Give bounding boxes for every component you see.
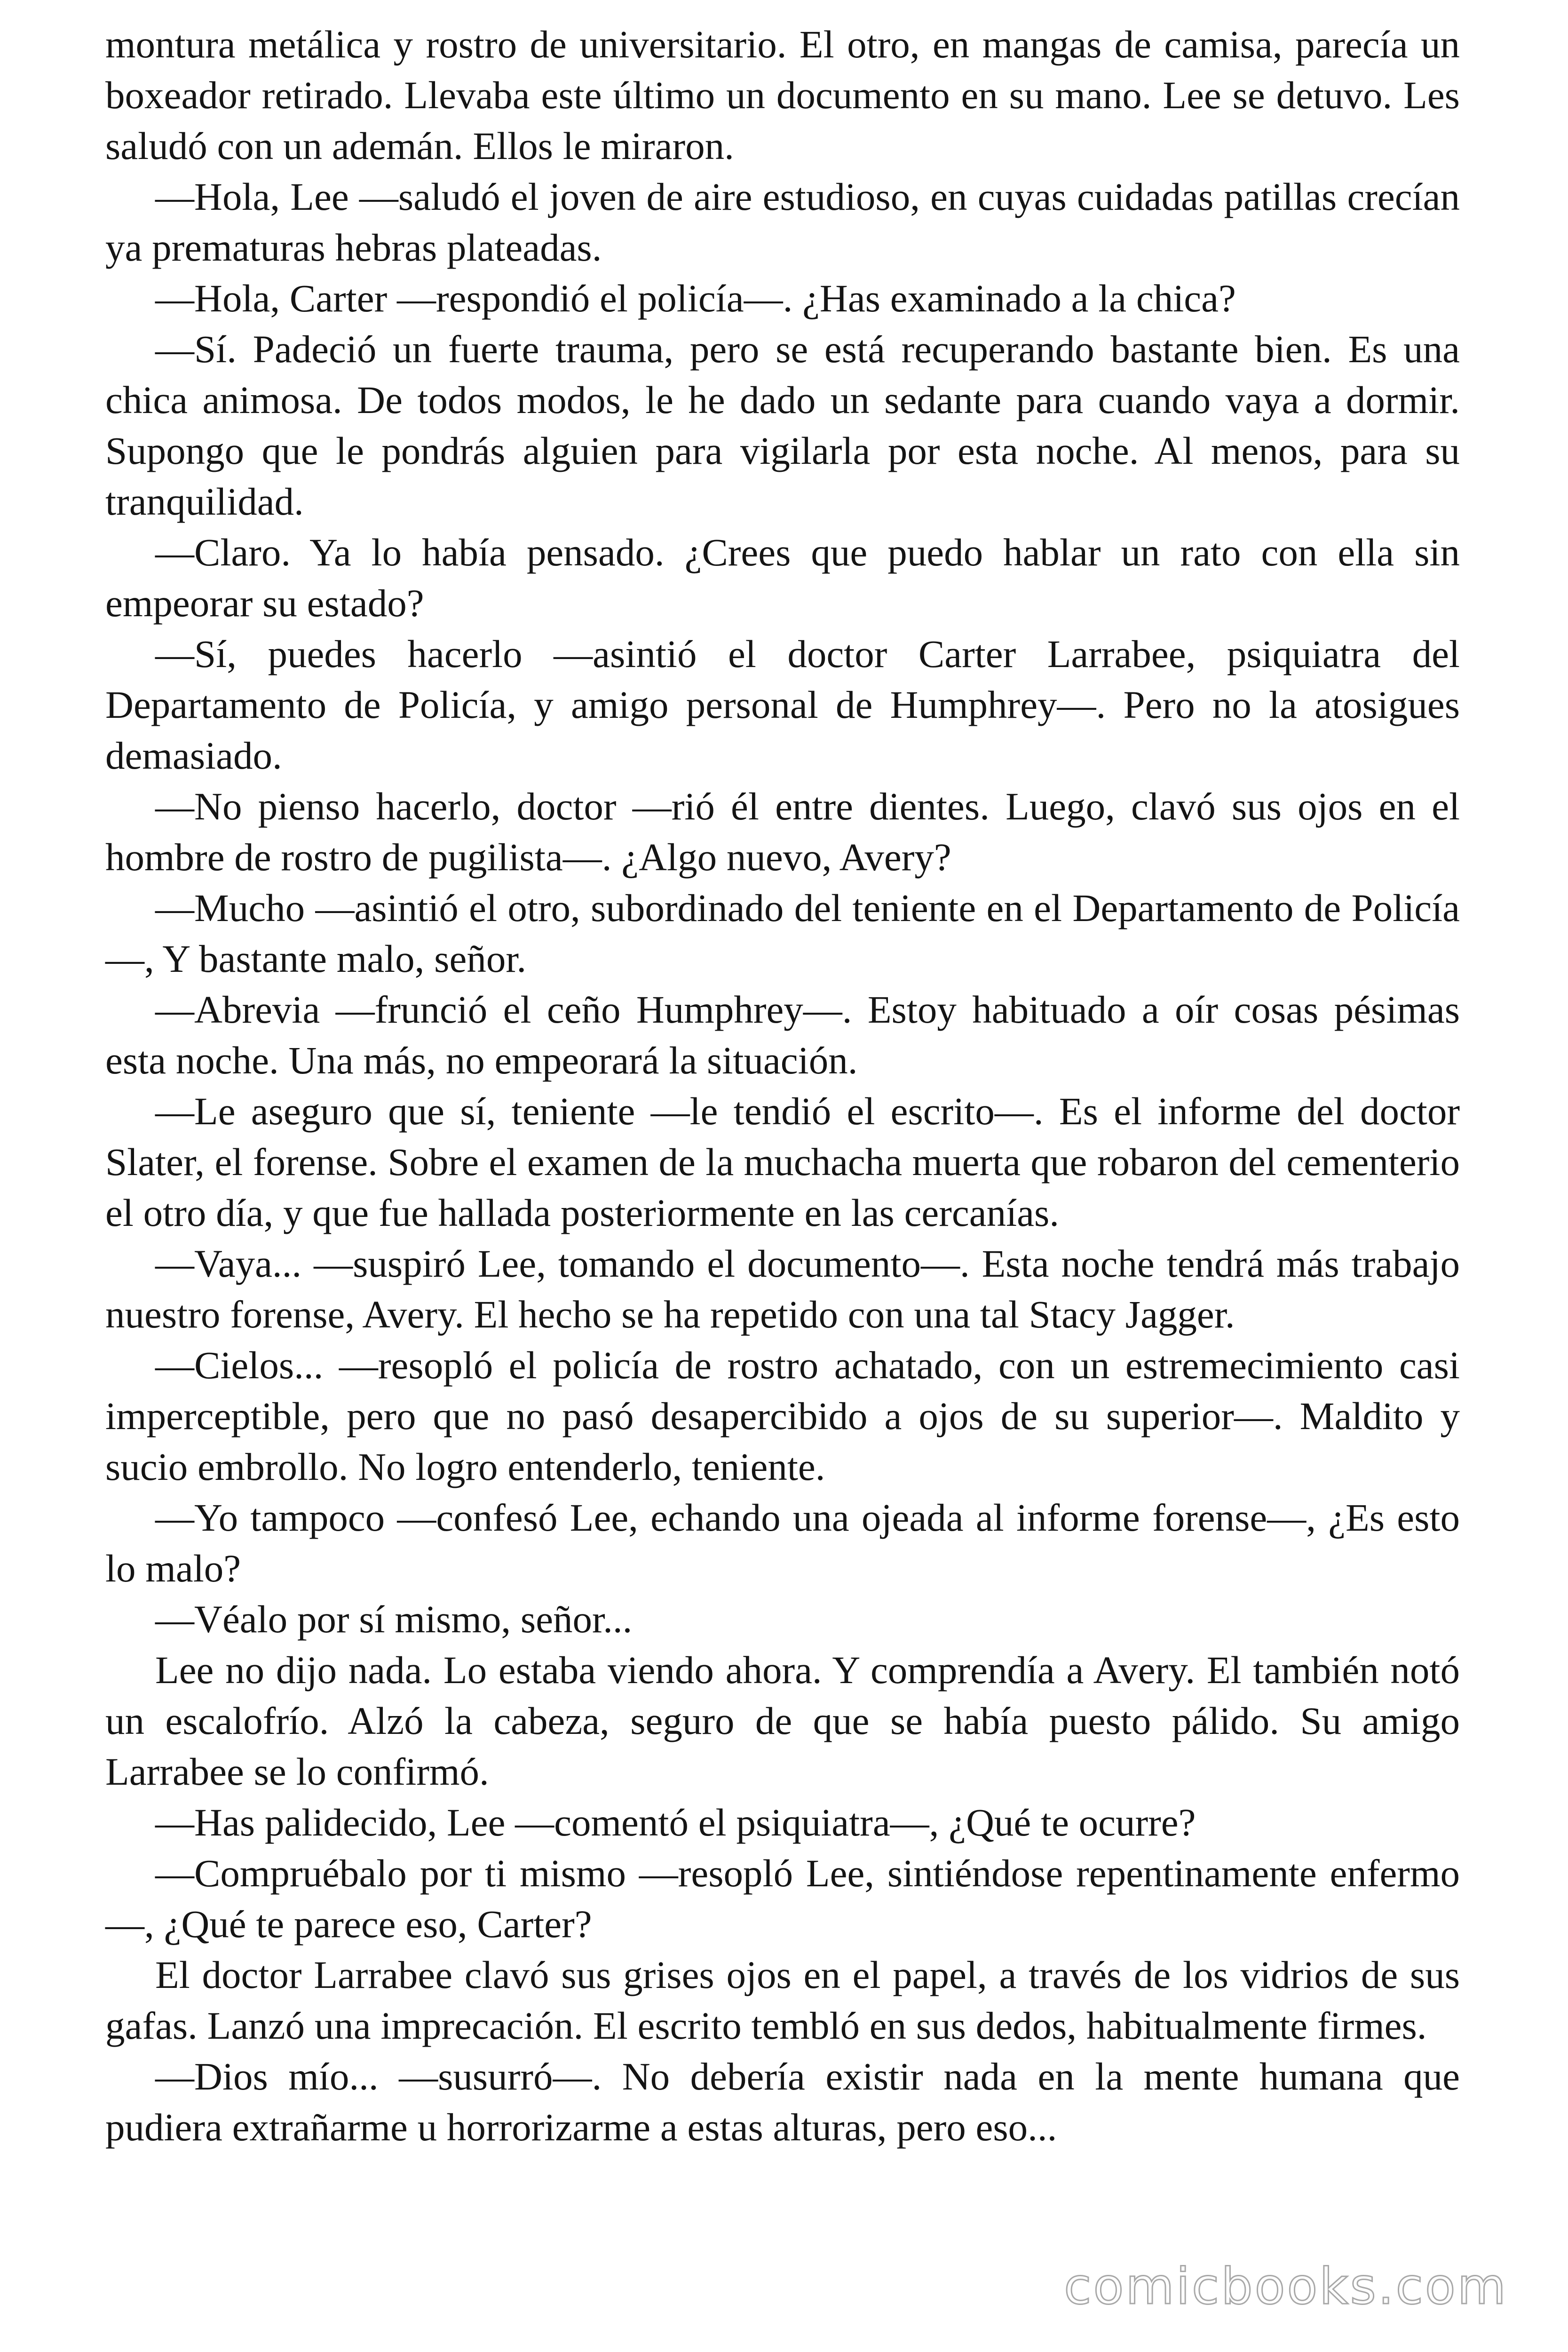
paragraph: —No pienso hacerlo, doctor —rió él entre dientes. Luego, clavó sus ojos en el hombre de rostro de pugilista—. ¿Algo nuevo, Avery? [105,785,1460,879]
paragraph: —Sí. Padeció un fuerte trauma, pero se está recuperando bastante bien. Es una chica animosa. De todos modos, le he dado un sedante para cuando vaya a dormir. Supongo que le pondrás alguien para vigilarla por esta noche. Al menos, para su tranquilidad. [105,327,1460,523]
paragraph: —Dios mío... —susurró—. No debería existir nada en la mente humana que pudiera extrañarme u horrorizarme a estas alturas, pero eso... [105,2055,1460,2149]
paragraph: —Claro. Ya lo había pensado. ¿Crees que puedo hablar un rato con ella sin empeorar su estado? [105,531,1460,625]
watermark-text: comicbooks.com [1064,2257,1508,2315]
paragraph: —Has palidecido, Lee —comentó el psiquiatra—, ¿Qué te ocurre? [155,1801,1196,1844]
paragraph: —Abrevia —frunció el ceño Humphrey—. Estoy habituado a oír cosas pésimas esta noche. Una más, no empeorará la situación. [105,988,1460,1082]
paragraph: —Cielos... —resopló el policía de rostro achatado, con un estremecimiento casi imperceptible, pero que no pasó desapercibido a ojos de su superior—. Maldito y sucio embrollo. No logro entenderlo, teniente. [105,1343,1460,1488]
book-page-text [105,19,1460,2153]
paragraph: —Hola, Carter —respondió el policía—. ¿Has examinado a la chica? [155,277,1236,320]
paragraph: —Véalo por sí mismo, señor... [155,1597,633,1641]
paragraph: —Compruébalo por ti mismo —resopló Lee, sintiéndose repentinamente enfermo—, ¿Qué te parece eso, Carter? [105,1851,1460,1946]
paragraph: Lee no dijo nada. Lo estaba viendo ahora. Y comprendía a Avery. El también notó un escalofrío. Alzó la cabeza, seguro de que se había puesto pálido. Su amigo Larrabee se lo confirmó. [105,1648,1460,1793]
paragraph: —Yo tampoco —confesó Lee, echando una ojeada al informe forense—, ¿Es esto lo malo? [105,1496,1460,1590]
paragraph: El doctor Larrabee clavó sus grises ojos en el papel, a través de los vidrios de sus gafas. Lanzó una imprecación. El escrito tembló en sus dedos, habitualmente firmes. [105,1953,1460,2047]
paragraph: —Le aseguro que sí, teniente —le tendió el escrito—. Es el informe del doctor Slater, el forense. Sobre el examen de la muchacha muerta que robaron del cementerio el otro día, y que fue hallada posteriormente en las cercanías. [105,1089,1460,1234]
paragraph: —Sí, puedes hacerlo —asintió el doctor Carter Larrabee, psiquiatra del Departamento de Policía, y amigo personal de Humphrey—. Pero no la atosigues demasiado. [105,632,1460,777]
paragraph: —Vaya... —suspiró Lee, tomando el documento—. Esta noche tendrá más trabajo nuestro forense, Avery. El hecho se ha repetido con una tal Stacy Jagger. [105,1242,1460,1336]
paragraph: —Hola, Lee —saludó el joven de aire estudioso, en cuyas cuidadas patillas crecían ya prematuras hebras plateadas. [105,175,1460,269]
paragraph: —Mucho —asintió el otro, subordinado del teniente en el Departamento de Policía—, Y bastante malo, señor. [105,886,1460,980]
paragraph: montura metálica y rostro de universitario. El otro, en mangas de camisa, parecía un boxeador retirado. Llevaba este último un documento en su mano. Lee se detuvo. Les saludó con un ademán. Ellos le miraron. [105,23,1460,167]
